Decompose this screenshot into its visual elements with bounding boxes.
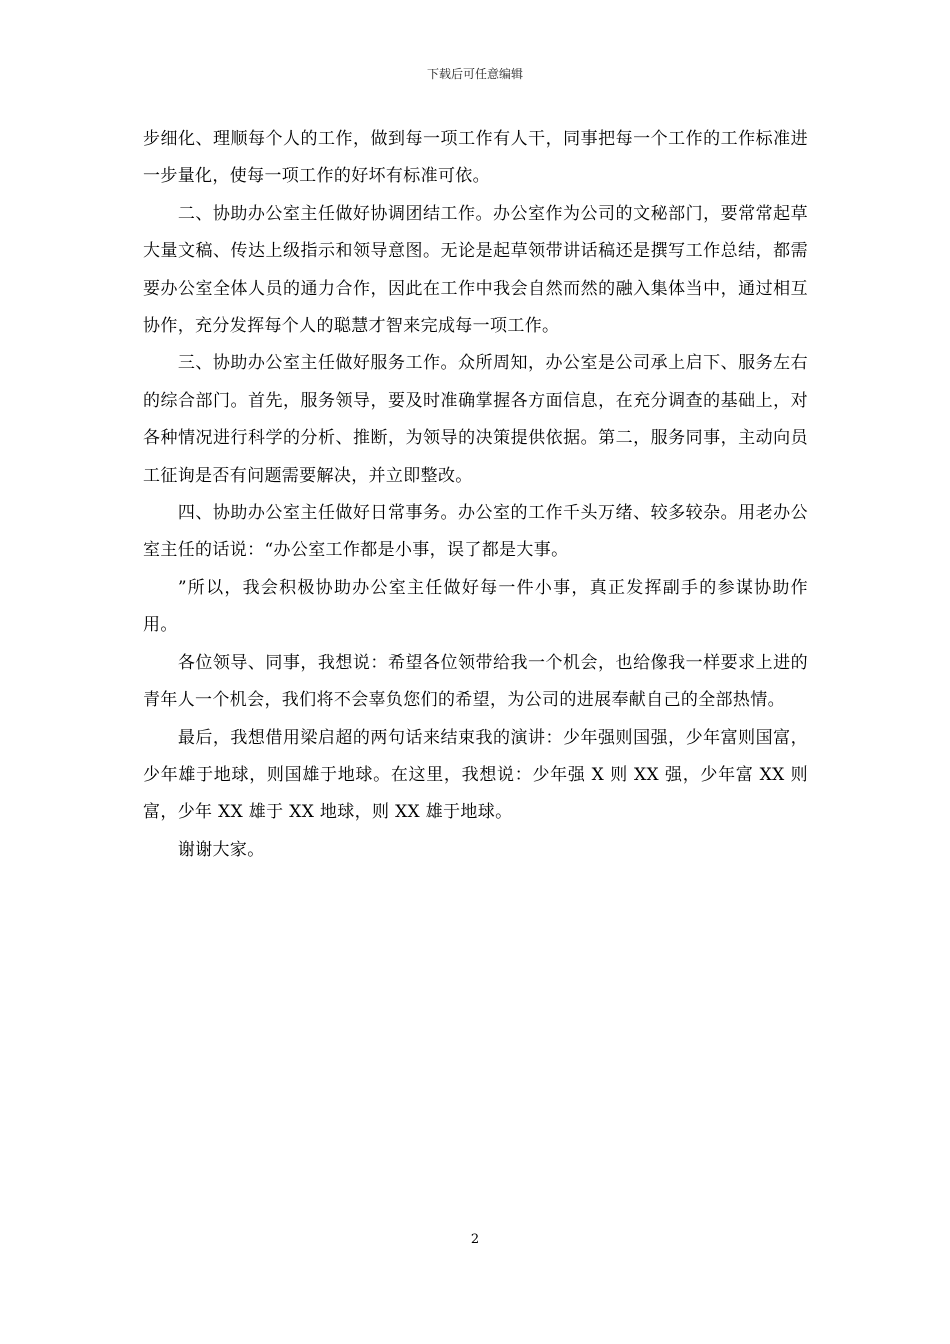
- paragraph-2: 二、协助办公室主任做好协调团结工作。办公室作为公司的文秘部门，要常常起草大量文稿、传达上级指示和领导意图。无论是起草领带讲话稿还是撰写工作总结，都需要办公室全体人员的通力合作，因此在工作中我会自然而然的融入集体当中，通过相互协作，充分发挥每个人的聪慧才智来完成每一项工作。: [143, 203, 808, 337]
- paragraph-6: 各位领导、同事，我想说：希望各位领带给我一个机会，也给像我一样要求上进的青年人一个机会，我们将不会辜负您们的希望，为公司的进展奉献自己的全部热情。: [143, 652, 808, 711]
- paragraph-5: ”所以，我会积极协助办公室主任做好每一件小事，真正发挥副手的参谋协助作用。: [143, 577, 808, 636]
- page-header: 下载后可任意编辑: [426, 67, 523, 81]
- paragraph-1: 步细化、理顺每个人的工作，做到每一项工作有人干，同事把每一个工作的工作标准进一步量化，使每一项工作的好坏有标准可依。: [143, 129, 808, 187]
- paragraph-3: 三、协助办公室主任做好服务工作。众所周知，办公室是公司承上启下、服务左右的综合部门。首先，服务领导，要及时准确掌握各方面信息，在充分调查的基础上，对各种情况进行科学的分析、推断，为领导的决策提供依据。第二，服务同事，主动向员工征询是否有问题需要解决，并立即整改。: [143, 353, 808, 486]
- paragraph-7: 最后，我想借用梁启超的两句话来结束我的演讲：少年强则国强，少年富则国富，少年雄于地球，则国雄于地球。在这里，我想说：少年强 X 则 XX 强，少年富 XX 则富，少年 XX 雄于 XX 地球，则 XX 雄于地球。: [143, 727, 808, 823]
- paragraph-8: 谢谢大家。: [177, 839, 265, 860]
- page-number: 2: [470, 1232, 480, 1247]
- paragraph-4: 四、协助办公室主任做好日常事务。办公室的工作千头万绪、较多较杂。用老办公室主任的话说：“办公室工作都是小事，误了都是大事。: [143, 503, 808, 561]
- document-body: [143, 121, 808, 869]
